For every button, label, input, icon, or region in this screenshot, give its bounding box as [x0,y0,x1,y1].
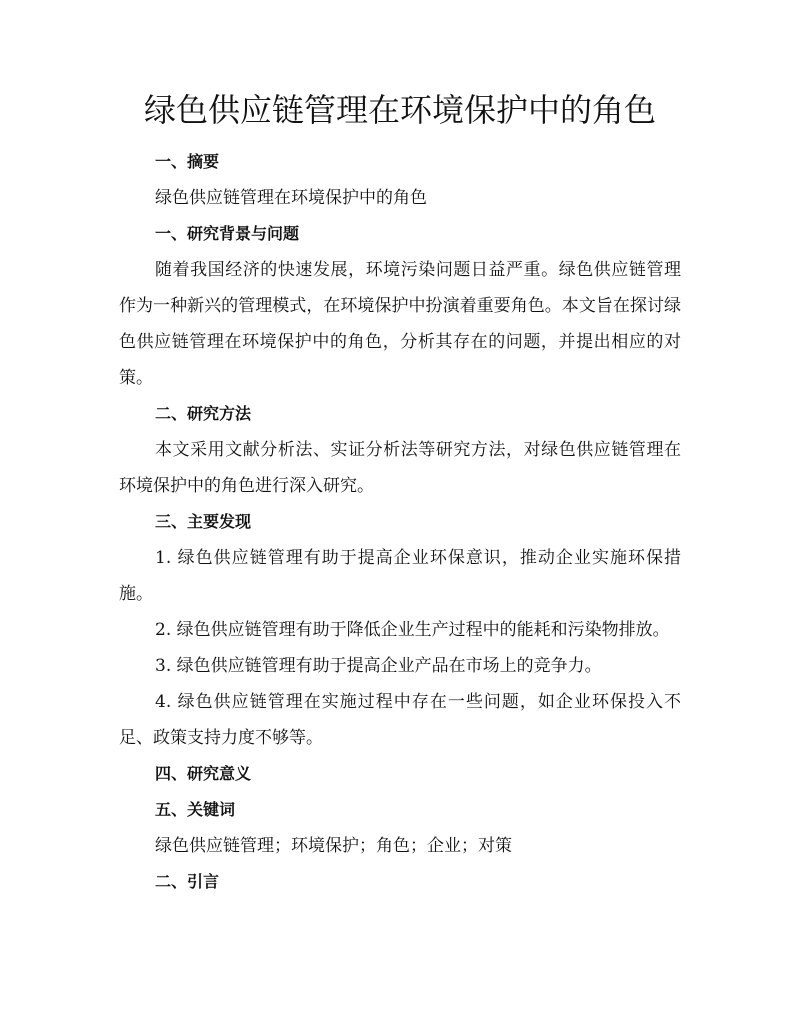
keywords-text: 绿色供应链管理；环境保护；角色；企业；对策 [155,836,512,856]
finding-item: 1. 绿色供应链管理有助于提高企业环保意识，推动企业实施环保措施。 [119,548,681,604]
methods-text: 本文采用文献分析法、实证分析法等研究方法，对绿色供应链管理在环境保护中的角色进行深入研究。 [119,440,681,496]
findings-heading: 三、主要发现 [155,512,252,531]
finding-item: 4. 绿色供应链管理在实施过程中存在一些问题，如企业环保投入不足、政策支持力度不够等。 [119,692,681,748]
background-text: 随着我国经济的快速发展，环境污染问题日益严重。绿色供应链管理作为一种新兴的管理模式，在环境保护中扮演着重要角色。本文旨在探讨绿色供应链管理在环境保护中的角色，分析其存在的问题，并提出相应的对策。 [119,260,681,388]
introduction-heading: 二、引言 [155,872,220,891]
abstract-heading: 一、摘要 [155,152,220,171]
abstract-text: 绿色供应链管理在环境保护中的角色 [155,188,427,208]
document-title: 绿色供应链管理在环境保护中的角色 [143,91,656,129]
significance-heading: 四、研究意义 [155,764,252,783]
background-heading: 一、研究背景与问题 [155,224,300,243]
finding-item: 3. 绿色供应链管理有助于提高企业产品在市场上的竞争力。 [155,656,602,676]
methods-heading: 二、研究方法 [155,404,252,423]
document-body [119,144,681,900]
keywords-heading: 五、关键词 [155,800,236,819]
finding-item: 2. 绿色供应链管理有助于降低企业生产过程中的能耗和污染物排放。 [155,620,670,640]
